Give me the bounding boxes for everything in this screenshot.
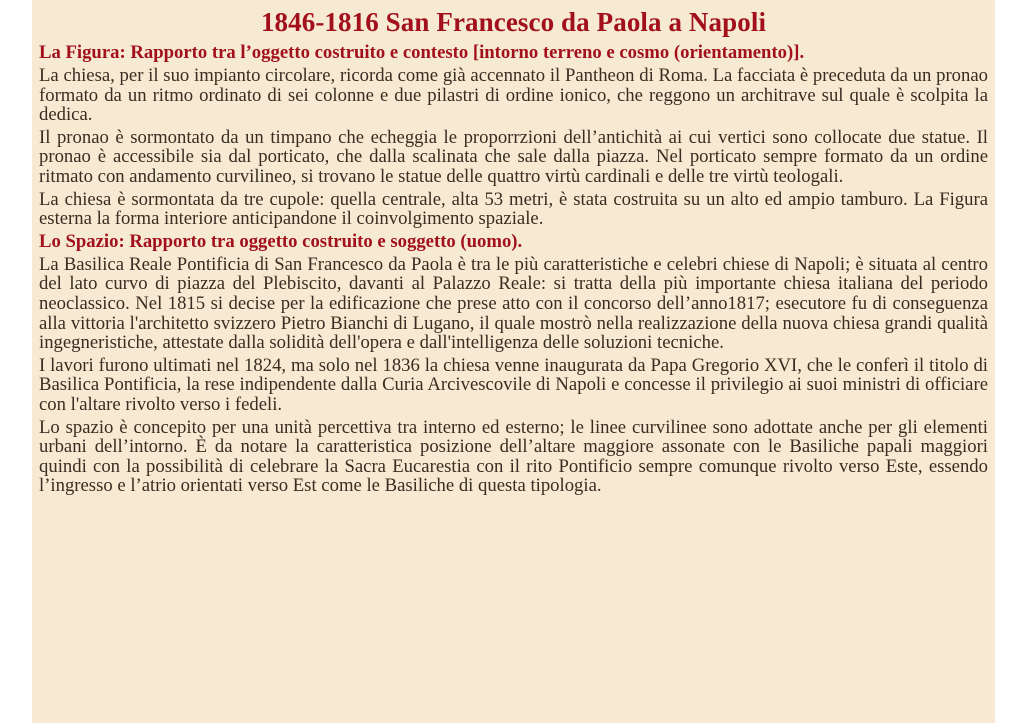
section-heading-figura: La Figura: Rapporto tra l’oggetto costruito e contesto [intorno terreno e cosmo (orientamento)].	[39, 42, 805, 63]
paragraph-figura-3: La chiesa è sormontata da tre cupole: quella centrale, alta 53 metri, è stata costruita su un alto ed ampio tamburo. La Figura esterna la forma interiore anticipandone il coinvolgimento spaziale.	[39, 188, 988, 230]
paragraph-spazio-1: La Basilica Reale Pontificia di San Francesco da Paola è tra le più caratteristiche e celebri chiese di Napoli; è situata al centro del lato curvo di piazza del Plebiscito, davanti al Palazzo Reale: si tratta della più importante chiesa italiana del periodo neoclassico. Nel 1815 si decise per la edificazione che prese atto con il concorso dell’anno1817; esecutore fu di conseguenza alla vittoria l'architetto svizzero Pietro Bianchi di Lugano, il quale mostrò nella realizzazione della nuova chiesa grandi qualità ingegneristiche, attestate dalla solidità dell'opera e dall'intelligenza delle soluzioni tecniche.	[39, 253, 988, 354]
paragraph-figura-1: La chiesa, per il suo impianto circolare, ricorda come già accennato il Pantheon di Roma. La facciata è preceduta da un pronao formato da un ritmo ordinato di sei colonne e due pilastri di ordine ionico, che reggono un architrave sul quale è scolpita la dedica.	[39, 65, 988, 126]
paragraph-spazio-2: I lavori furono ultimati nel 1824, ma solo nel 1836 la chiesa venne inaugurata da Papa Gregorio XVI, che le conferì il titolo di Basilica Pontificia, la rese indipendente dalla Curia Arcivescovile di Napoli e concesse il privilegio ai suoi ministri di officiare con l'altare rivolto verso i fedeli.	[39, 354, 988, 415]
paragraph-figura-2: Il pronao è sormontato da un timpano che echeggia le proporrzioni dell’antichità ai cui vertici sono collocate due statue. Il pronao è accessibile sia dal porticato, che dalla scalinata che sale dalla piazza. Nel porticato sempre formato da un ordine ritmato con andamento curvilineo, si trovano le statue delle quattro virtù cardinali e delle tre virtù teologali.	[39, 126, 988, 187]
paragraph-spazio-3: Lo spazio è concepito per una unità percettiva tra interno ed esterno; le linee curvilinee sono adottate anche per gli elementi urbani dell’intorno. È da notare la caratteristica posizione dell’altare maggiore assonate con le Basiliche papali maggiori quindi con la possibilità di celebrare la Sacra Eucarestia con il rito Pontificio sempre comunque rivolto verso Este, essendo l’ingresso e l’atrio orientati verso Est come le Basiliche di questa tipologia.	[39, 416, 988, 497]
section-heading-spazio: Lo Spazio: Rapporto tra oggetto costruito e soggetto (uomo).	[39, 230, 523, 252]
page-title: 1846-1816 San Francesco da Paola a Napoli	[260, 7, 767, 37]
document-page	[32, 0, 995, 723]
